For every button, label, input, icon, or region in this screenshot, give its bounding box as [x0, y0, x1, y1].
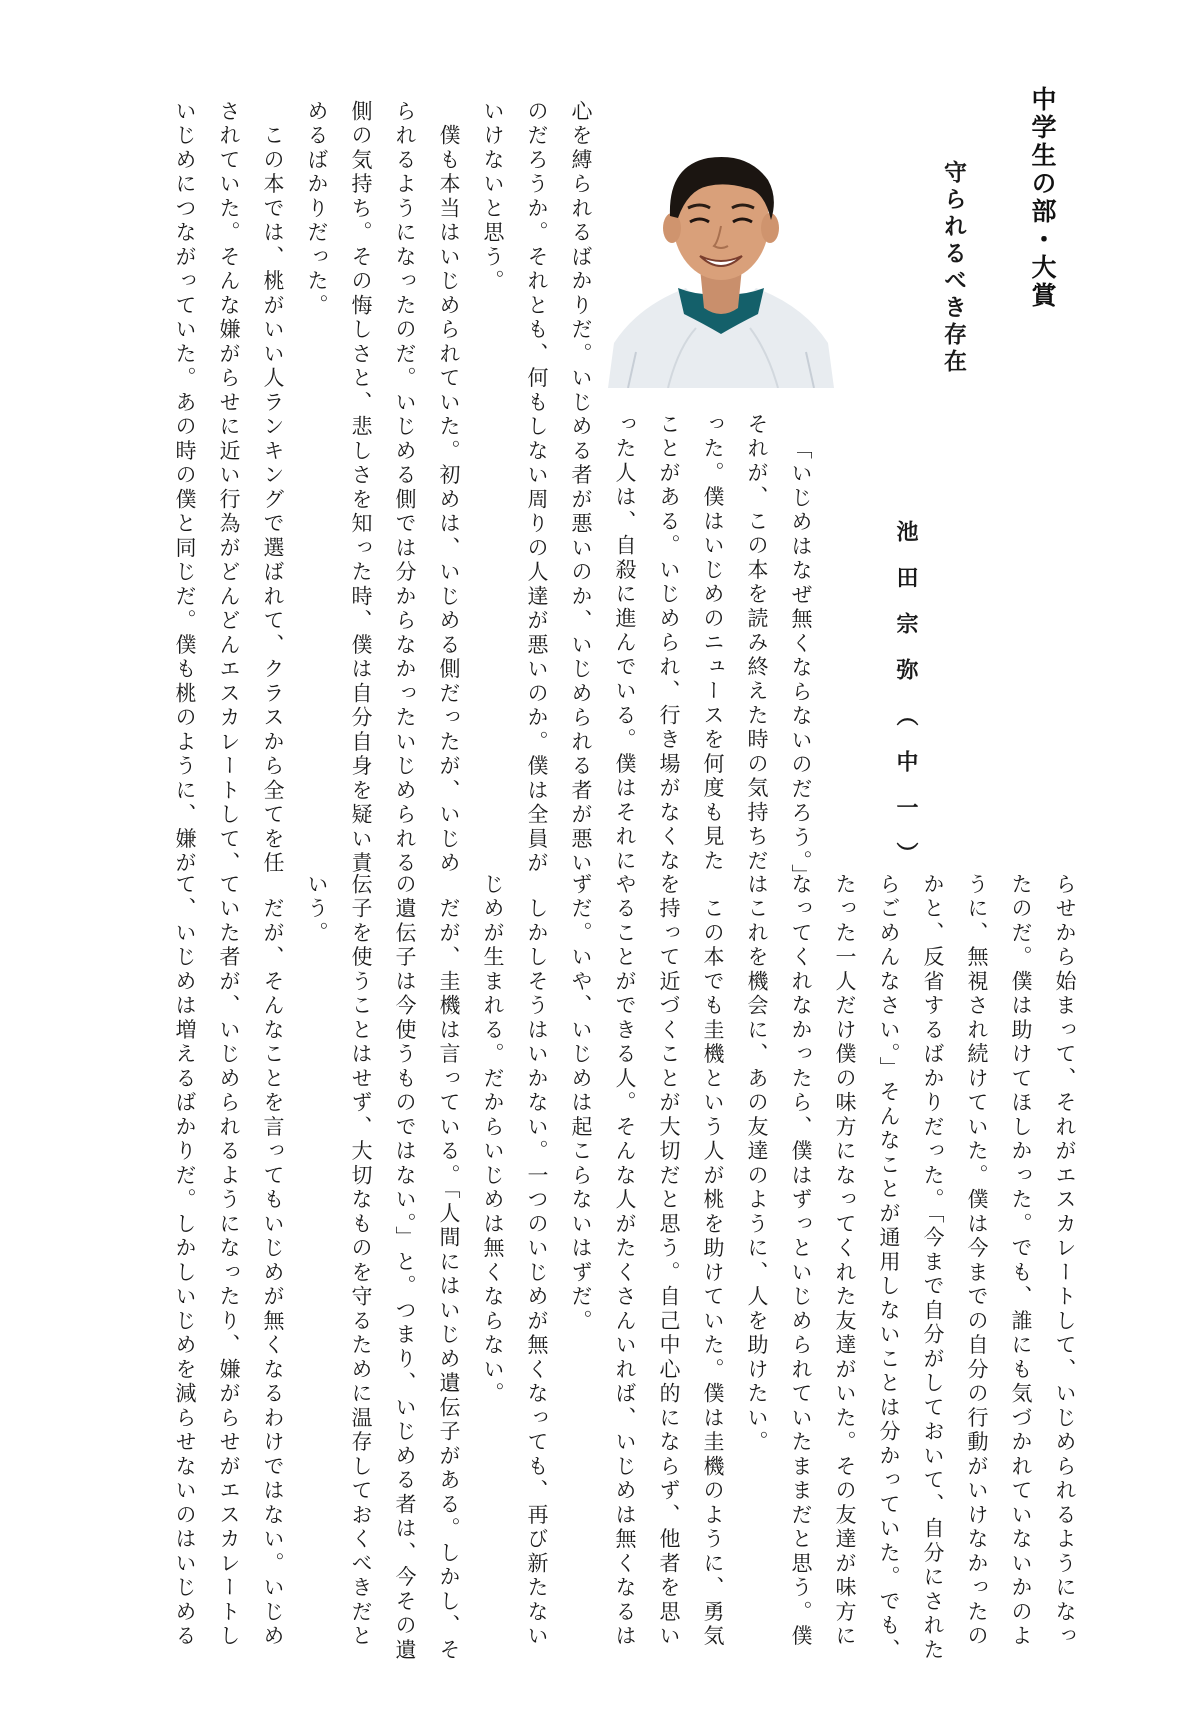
lower-column: じめが生まれる。だからいじめは無くならない。: [481, 873, 505, 1407]
upper-column: 心を縛られるばかりだ。いじめる者が悪いのか、いじめられる者が悪い: [569, 100, 593, 876]
lower-column: うに、無視され続けていた。僕は今までの自分の行動がいけなかったの: [965, 873, 989, 1649]
lower-column: なってくれなかったら、僕はずっといじめられていたままだと思う。僕: [789, 873, 813, 1649]
lower-column: を持って近づくことが大切だと思う。自己中心的にならず、他者を思い: [657, 873, 681, 1649]
category-heading: 中学生の部・大賞: [1028, 86, 1057, 310]
upper-column: この本では、桃がいい人ランキングで選ばれて、クラスから全てを任: [261, 100, 285, 876]
upper-column: されていた。そんな嫌がらせに近い行為がどんどんエスカレートして、: [217, 100, 241, 876]
lower-column: はこれを機会に、あの友達のように、人を助けたい。: [745, 873, 769, 1455]
lower-column: 伝子を使うことはせず、大切なものを守るために温存しておくべきだと: [349, 873, 373, 1649]
author-name: 池田宗弥（中一）: [893, 520, 918, 888]
lower-column: しかしそうはいかない。一つのいじめが無くなっても、再び新たない: [525, 873, 549, 1649]
lower-column: らせから始まって、それがエスカレートして、いじめられるようになっ: [1053, 873, 1077, 1649]
lower-column: ていた者が、いじめられるようになったり、嫌がらせがエスカレートし: [217, 873, 241, 1649]
lower-column: て、いじめは増えるばかりだ。しかしいじめを減らせないのはいじめる: [173, 873, 197, 1649]
upper-column: のだろうか。それとも、何もしない周りの人達が悪いのか。僕は全員が: [525, 100, 549, 876]
lower-column: この本でも圭機という人が桃を助けていた。僕は圭機のように、勇気: [701, 873, 725, 1649]
upper-column: めるばかりだった。: [305, 100, 329, 319]
author-photo: [608, 138, 834, 388]
lower-column: たのだ。僕は助けてほしかった。でも、誰にも気づかれていないかのよ: [1009, 873, 1033, 1649]
lower-column: らごめんなさい。」そんなことが通用しないことは分かっていた。でも、: [877, 873, 901, 1663]
lower-column: だが、そんなことを言ってもいじめが無くなるわけではない。いじめ: [261, 873, 285, 1649]
lower-column: やることができる人。そんな人がたくさんいれば、いじめは無くなるは: [613, 873, 637, 1649]
upper-column: それが、この本を読み終えた時の気持ちだ: [745, 413, 769, 874]
lower-column: だが、圭機は言っている。「人間にはいじめ遺伝子がある。しかし、そ: [437, 873, 461, 1663]
lower-column: たった一人だけ僕の味方になってくれた友達がいた。その友達が味方に: [833, 873, 857, 1649]
upper-column: った。僕はいじめのニュースを何度も見た: [701, 413, 725, 874]
lower-column: ずだ。いや、いじめは起こらないはずだ。: [569, 873, 593, 1334]
upper-column: 側の気持ち。その悔しさと、悲しさを知った時、僕は自分自身を疑い責: [349, 100, 373, 876]
upper-column: いじめにつながっていた。あの時の僕と同じだ。僕も桃のように、嫌が: [173, 100, 197, 876]
upper-column: いけないと思う。: [481, 100, 505, 294]
upper-column: ことがある。いじめられ、行き場がなくな: [657, 413, 681, 874]
lower-column: いう。: [305, 873, 329, 946]
upper-column: られるようになったのだ。いじめる側では分からなかったいじめられる: [393, 100, 417, 876]
lower-column: の遺伝子は今使うものではない。」と。つまり、いじめる者は、今その遺: [393, 873, 417, 1663]
lower-column: かと、反省するばかりだった。「今まで自分がしておいて、自分にされた: [921, 873, 945, 1663]
upper-column: 僕も本当はいじめられていた。初めは、いじめる側だったが、いじめ: [437, 100, 461, 876]
upper-column: った人は、自殺に進んでいる。僕はそれに: [613, 413, 637, 874]
upper-column: 「いじめはなぜ無くならないのだろう。」: [789, 438, 813, 889]
essay-title: 守られるべき存在: [940, 160, 966, 376]
